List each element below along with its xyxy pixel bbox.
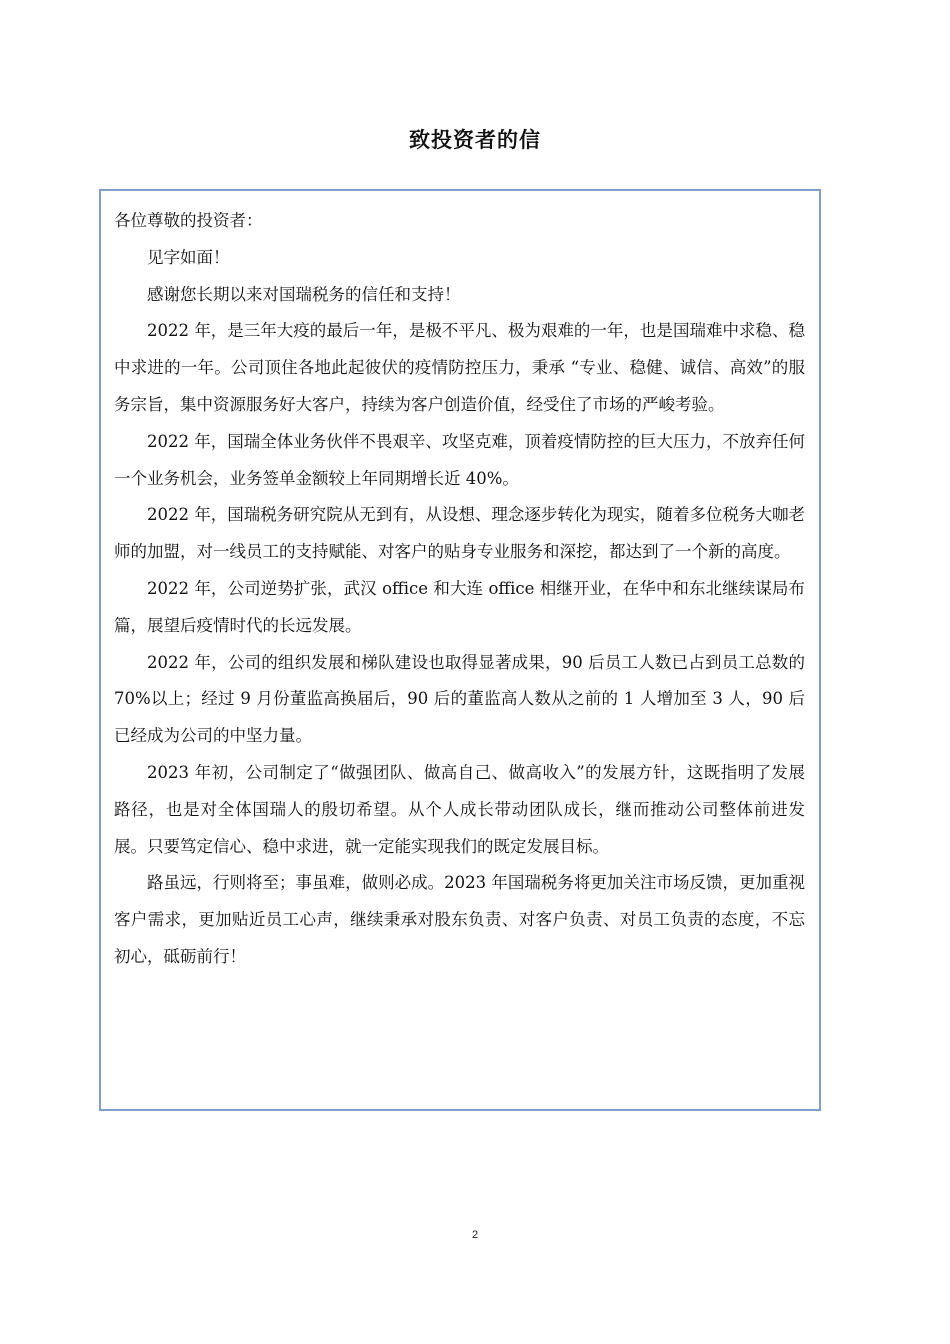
letter-paragraph: 2022 年，公司的组织发展和梯队建设也取得显著成果，90 后员工人数已占到员工总数的 70%以上；经过 9 月份董监高换届后，90 后的董监高人数从之前的 1 人增加至 3 人，90 后已经成为公司的中坚力量。 <box>114 652 805 746</box>
letter-paragraph: 见字如面！ <box>147 247 230 267</box>
letter-paragraph: 感谢您长期以来对国瑞税务的信任和支持！ <box>147 284 461 304</box>
letter-salutation: 各位尊敬的投资者： <box>114 211 263 230</box>
letter-paragraph: 2022 年，公司逆势扩张，武汉 office 和大连 office 相继开业，在华中和东北继续谋局布篇，展望后疫情时代的长远发展。 <box>114 578 805 635</box>
page-title: 致投资者的信 <box>409 128 541 152</box>
letter-paragraph: 路虽远，行则将至；事虽难，做则必成。2023 年国瑞税务将更加关注市场反馈，更加重视客户需求，更加贴近员工心声，继续秉承对股东负责、对客户负责、对员工负责的态度，不忘初心，砥砺前行！ <box>114 873 805 966</box>
page-number: 2 <box>471 1229 479 1241</box>
letter-paragraph: 2022 年，是三年大疫的最后一年，是极不平凡、极为艰难的一年，也是国瑞难中求稳、稳中求进的一年。公司顶住各地此起彼伏的疫情防控压力，秉承 “专业、稳健、诚信、高效”的服务宗旨，集中资源服务好大客户，持续为客户创造价值，经受住了市场的严峻考验。 <box>114 321 805 414</box>
letter-box <box>99 189 821 1111</box>
letter-paragraph: 2022 年，国瑞全体业务伙伴不畏艰辛、攻坚克难，顶着疫情防控的巨大压力，不放弃任何一个业务机会，业务签单金额较上年同期增长近 40%。 <box>114 431 805 488</box>
letter-paragraph: 2022 年，国瑞税务研究院从无到有，从设想、理念逐步转化为现实，随着多位税务大咖老师的加盟，对一线员工的支持赋能、对客户的贴身专业服务和深挖，都达到了一个新的高度。 <box>114 505 805 562</box>
letter-paragraph: 2023 年初，公司制定了“做强团队、做高自己、做高收入”的发展方针，这既指明了发展路径，也是对全体国瑞人的殷切希望。从个人成长带动团队成长，继而推动公司整体前进发展。只要笃定信心、稳中求进，就一定能实现我们的既定发展目标。 <box>114 762 805 856</box>
